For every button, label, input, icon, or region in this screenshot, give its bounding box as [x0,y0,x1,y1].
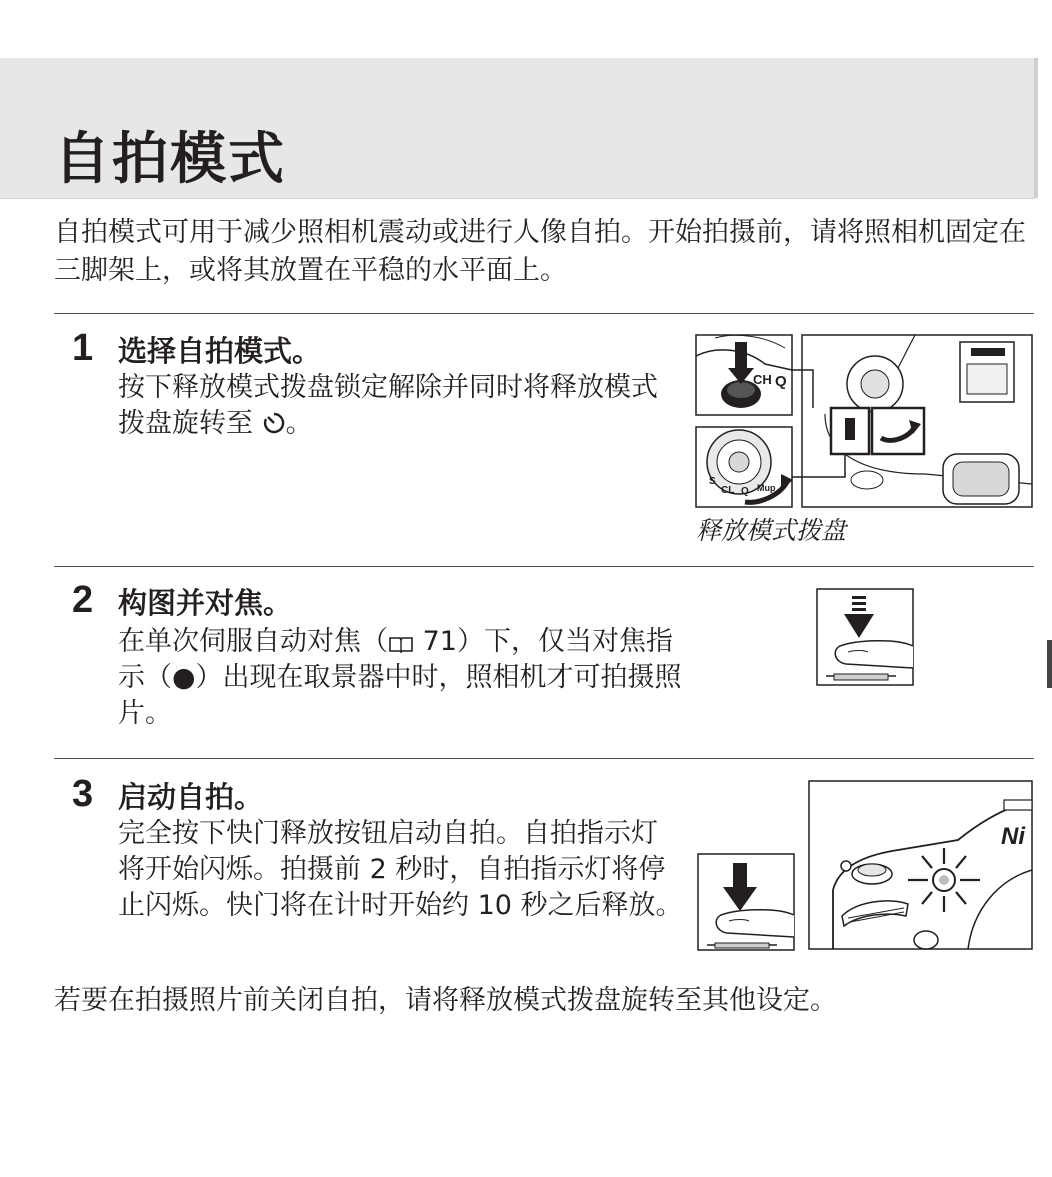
intro-paragraph: 自拍模式可用于减少照相机震动或进行人像自拍。开始拍摄前，请将照相机固定在三脚架上，或将其放置在平稳的水平面上。 [54,217,1026,286]
step-1-body [118,370,684,442]
brand-logo-text: Ni [1001,823,1025,850]
book-icon [388,635,414,653]
page-ref: 71 [422,626,457,657]
camera-top-view [792,335,1032,507]
step-2-number: 2 [72,579,94,621]
step-3-heading: 启动自拍。 [118,780,264,814]
dial-caption: 释放模式拨盘 [696,516,847,545]
step-2-text-a: 在单次伺服自动对焦（ [118,626,388,657]
step-1-text-end: 。 [285,408,313,439]
dial-label-mup: Mup [757,483,776,493]
step-3-body: 完全按下快门释放按钮启动自拍。自拍指示灯将开始闪烁。拍摄前 2 秒时，自拍指示灯将停止闪烁。快门将在计时开始约 10 秒之后释放。 [118,818,683,921]
dial-label-cl: CL [721,485,735,496]
step-1-heading: 选择自拍模式。 [118,334,322,368]
self-timer-icon [262,411,286,435]
divider-step-2 [54,566,1034,567]
dial-rotate-inset [696,427,793,507]
step-3-number: 3 [72,773,94,815]
dial-label-s: S [709,476,716,487]
step-1-number: 1 [72,327,94,369]
step-2-heading: 构图并对焦。 [118,586,293,620]
page-edge-tab [1047,640,1052,688]
page-title: 自拍模式 [54,127,286,192]
full-press-illustration [697,853,795,951]
dial-label-q: Q [775,373,787,390]
half-press-illustration [816,588,914,686]
dial-lock-inset [696,335,792,415]
self-timer-lamp-illustration [808,780,1033,950]
outro-paragraph: 若要在拍摄照片前关闭自拍，请将释放模式拨盘旋转至其他设定。 [54,985,837,1016]
step-2-text-b: ）下，仅当对焦指示（●）出现在取景器中时，照相机才可拍摄照片。 [118,626,682,729]
step-1-text: 按下释放模式拨盘锁定解除并同时将释放模式拨盘旋转至 [118,372,658,439]
dial-label-ch: CH [753,372,772,387]
step-2-body [118,624,684,732]
dial-label-q2: Q [741,486,749,497]
release-mode-dial-illustration [695,334,1033,510]
divider-step-3 [54,758,1034,759]
divider-step-1 [54,313,1034,314]
